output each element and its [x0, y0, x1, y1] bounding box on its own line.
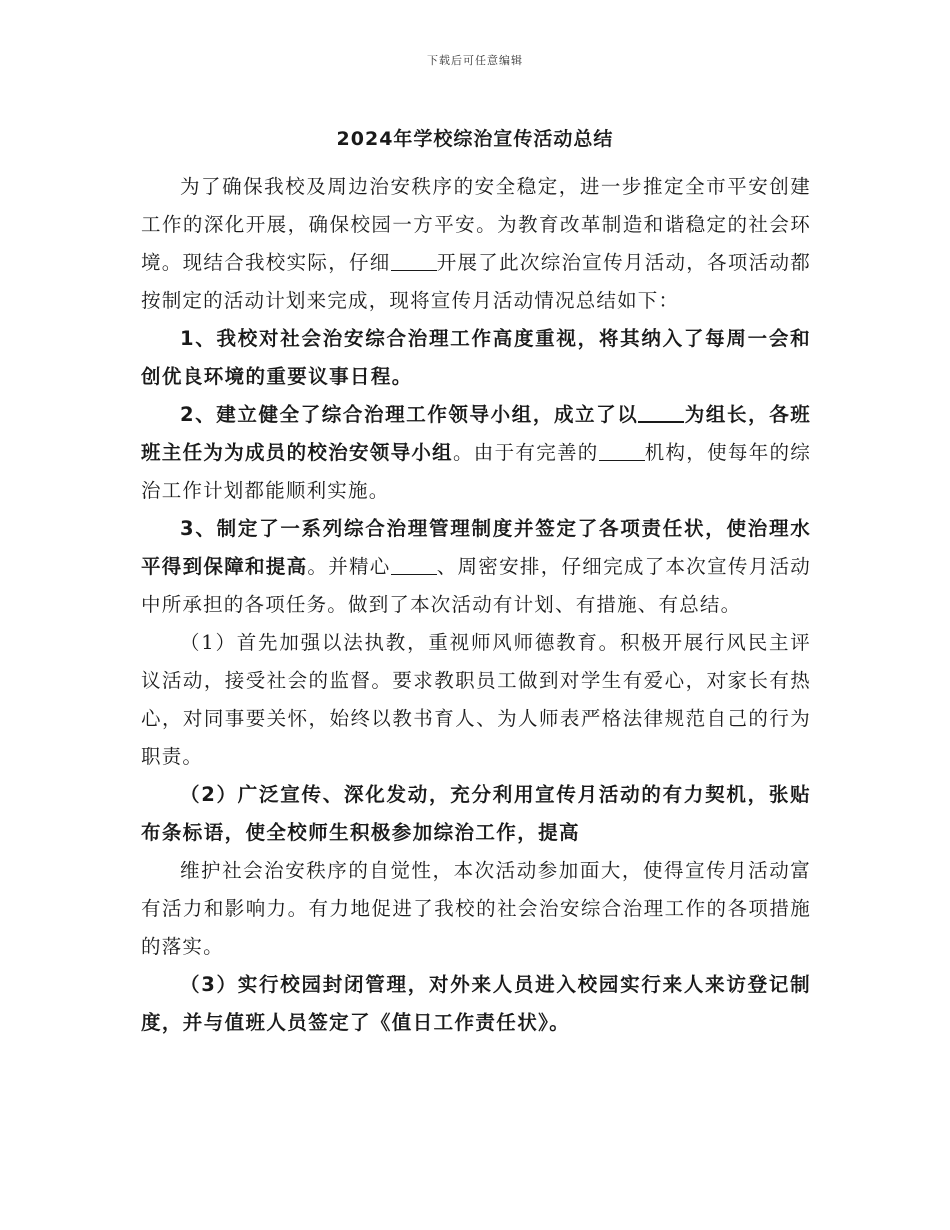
paragraph-sub-2: （2）广泛宣传、深化发动，充分利用宣传月活动的有力契机，张贴布条标语，使全校师生积极参加综治工作，提高: [141, 783, 811, 844]
fill-blank: [391, 554, 437, 575]
intro-text-a: 为了确保我校及周边治安秩序的安全稳定，进一步推定全市平安创建工作的深化开展，确保校园一方平安。为教育改革制造和谐稳定的社会环境。现结合我校实际，仔细: [141, 175, 811, 274]
item2-bold-b: 为组长，各班班主任为为成员的校治安领导小组: [141, 403, 812, 464]
item3-normal-b: 、周密安排，仔细完成了本次宣传月活动中所承担的各项任务。做到了本次活动有计划、有措施、有总结。: [141, 555, 811, 616]
fill-blank: [599, 440, 645, 461]
item2-normal-b: 机构，使每年的综治工作计划都能顺利实施。: [141, 441, 811, 502]
item3-bold: 3、制定了一系列综合治理管理制度并签定了各项责任状，使治理水平得到保障和提高: [141, 517, 811, 578]
paragraph-item-3: [141, 510, 811, 624]
item3-normal-a: 。并精心: [307, 555, 391, 578]
paragraph-intro: [141, 168, 811, 320]
document-title: 2024年学校综治宣传活动总结: [336, 128, 614, 150]
header-note: 下载后可任意编辑: [427, 54, 523, 67]
paragraph-sub-1: （1）首先加强以法执教，重视师风师德教育。积极开展行风民主评议活动，接受社会的监督。要求教职员工做到对学生有爱心，对家长有热心，对同事要关怀，始终以教书育人、为人师表严格法律规范自己的行为职责。: [141, 631, 811, 768]
paragraph-item-2: [141, 396, 811, 510]
document-body: [141, 168, 811, 1042]
fill-blank: [391, 250, 437, 271]
paragraph-item-1: 1、我校对社会治安综合治理工作高度重视，将其纳入了每周一会和创优良环境的重要议事日程。: [141, 327, 811, 388]
intro-text-b: 开展了此次综治宣传月活动，各项活动都按制定的活动计划来完成，现将宣传月活动情况总结如下：: [141, 251, 812, 312]
item2-bold-a: 2、建立健全了综合治理工作领导小组，成立了以: [180, 403, 639, 426]
paragraph-sub-2-continued: 维护社会治安秩序的自觉性，本次活动参加面大，使得宣传月活动富有活力和影响力。有力地促进了我校的社会治安综合治理工作的各项措施的落实。: [141, 859, 811, 958]
paragraph-sub-3: （3）实行校园封闭管理，对外来人员进入校园实行来人来访登记制度，并与值班人员签定了《值日工作责任状》。: [141, 973, 811, 1034]
item2-normal-a: 。由于有完善的: [453, 441, 599, 464]
fill-blank: [638, 401, 684, 423]
